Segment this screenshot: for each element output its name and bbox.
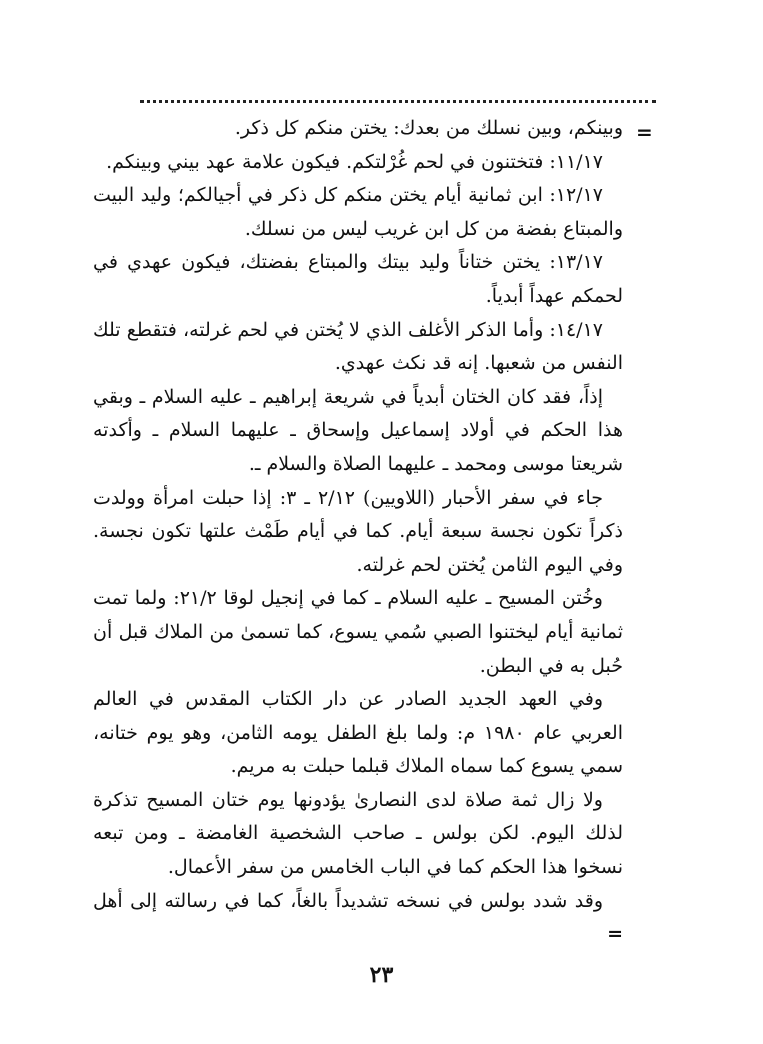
paragraph-luke: وخُتن المسيح ـ عليه السلام ـ كما في إنجيل لوقا ٢١/٢: ولما تمت ثمانية أيام ليختنوا الصبي سُمي يسوع، كما تسمىٰ من الملاك قبل أن حُبل به في البطن.: [93, 587, 623, 677]
continuation-mark-bottom: =: [607, 923, 623, 946]
paragraph-circumcision-eternal: إذاً، فقد كان الختان أبدياً في شريعة إبراهيم ـ عليه السلام ـ وبقي هذا الحكم في أولاد إسماعيل وإسحاق ـ عليهما السلام ـ وأكدته شريعتا موسى ومحمد ـ عليهما الصلاة والسلام ـ.: [93, 385, 623, 475]
body-text: [93, 112, 623, 952]
paragraph-verse-17-11: ١١/١٧: فتختنون في لحم غُرْلتكم. فيكون علامة عهد بيني وبينكم.: [106, 150, 603, 173]
page-number: ٢٣: [369, 962, 394, 988]
paragraph-christian-prayer: ولا زال ثمة صلاة لدى النصارىٰ يؤدونها يوم ختان المسيح تذكرة لذلك اليوم. لكن بولس ـ صاحب الشخصية الغامضة ـ ومن تبعه نسخوا هذا الحكم كما في الباب الخامس من سفر الأعمال.: [93, 788, 623, 879]
paragraph-verse-17-13: ١٣/١٧: يختن ختاناً وليد بيتك والمبتاع بفضتك، فيكون عهدي في لحمكم عهداً أبدياً.: [93, 251, 623, 307]
paragraph-leviticus: جاء في سفر الأحبار (اللاويين) ٢/١٢ ـ ٣: إذا حبلت امرأة وولدت ذكراً تكون نجسة سبعة أيام. كما في أيام طَمْث علتها تكون نجسة. وفي اليوم الثامن يُختن لحم غرلته.: [93, 486, 623, 576]
paragraph-continuation: وبينكم، وبين نسلك من بعدك: يختن منكم كل ذكر.: [234, 117, 623, 139]
dotted-separator: [140, 100, 656, 103]
paragraph-paul: [93, 885, 623, 952]
paragraph-paul-text: وقد شدد بولس في نسخه تشديداً بالغاً، كما في رسالته إلى أهل: [93, 889, 603, 912]
continuation-mark-top: =: [636, 120, 653, 144]
paragraph-new-testament-1980: وفي العهد الجديد الصادر عن دار الكتاب المقدس في العالم العربي عام ١٩٨٠ م: ولما بلغ الطفل يومه الثامن، وهو يوم ختانه، سمي يسوع كما سماه الملاك قبلما حبلت به مريم.: [93, 688, 623, 778]
paragraph-verse-17-14: ١٤/١٧: وأما الذكر الأغلف الذي لا يُختن في لحم غرلته، فتقطع تلك النفس من شعبها. إنه قد نكث عهدي.: [93, 318, 623, 375]
paragraph-verse-17-12: ١٢/١٧: ابن ثمانية أيام يختن منكم كل ذكر في أجيالكم؛ وليد البيت والمبتاع بفضة من كل ابن غريب ليس من نسلك.: [93, 184, 623, 240]
